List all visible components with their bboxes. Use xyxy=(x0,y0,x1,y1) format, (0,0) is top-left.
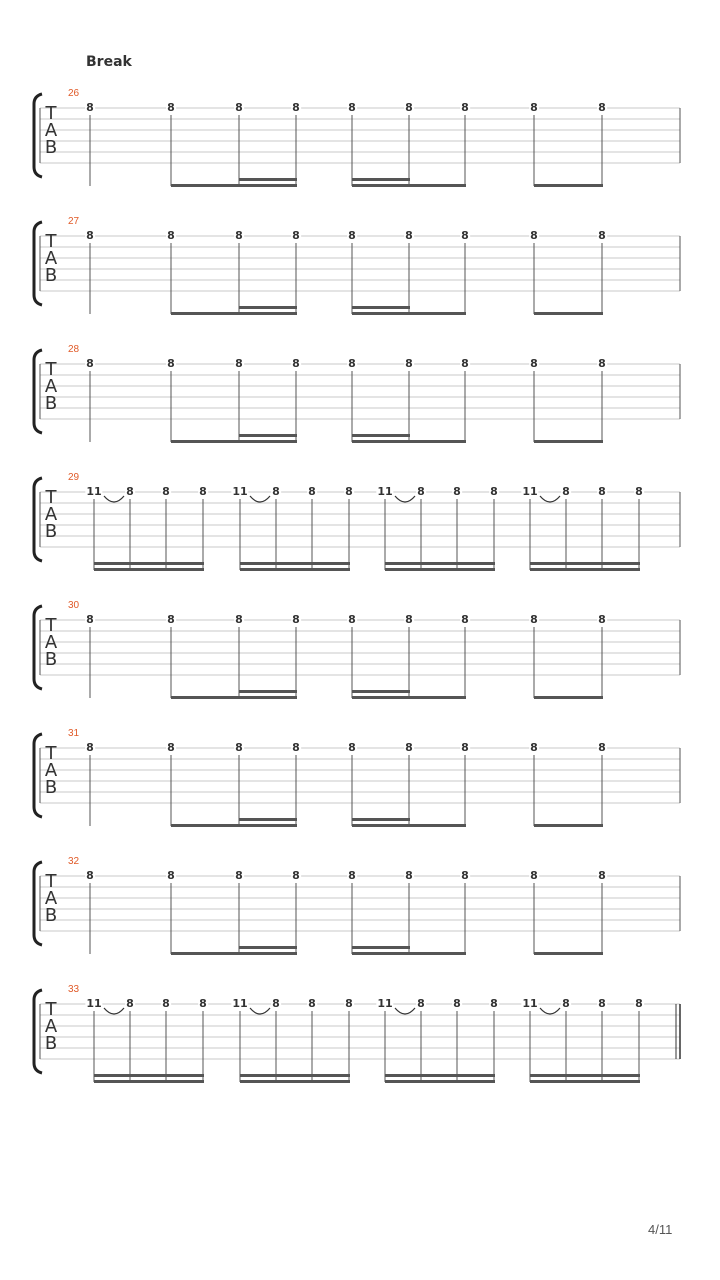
fret-number: 8 xyxy=(167,101,175,114)
fret-number: 8 xyxy=(405,741,413,754)
beam xyxy=(240,568,350,571)
fret-number: 8 xyxy=(292,357,300,370)
fret-number: 8 xyxy=(348,741,356,754)
fret-number: 11 xyxy=(86,485,102,498)
fret-number: 8 xyxy=(461,869,469,882)
measure-number: 28 xyxy=(68,344,80,355)
fret-number: 8 xyxy=(530,869,538,882)
section-title: Break xyxy=(86,54,132,70)
fret-number: 8 xyxy=(235,741,243,754)
fret-number: 8 xyxy=(86,357,94,370)
staff-graphics xyxy=(0,984,720,1112)
fret-number: 8 xyxy=(345,485,353,498)
fret-number: 8 xyxy=(272,485,280,498)
tab-clef-letter: T xyxy=(45,231,57,252)
tie xyxy=(395,496,415,502)
fret-number: 8 xyxy=(199,997,207,1010)
beam xyxy=(171,312,297,315)
fret-number: 8 xyxy=(405,613,413,626)
fret-number: 8 xyxy=(86,613,94,626)
fret-number: 8 xyxy=(490,997,498,1010)
fret-number: 8 xyxy=(86,869,94,882)
beam xyxy=(352,434,410,437)
fret-number: 11 xyxy=(522,485,538,498)
beam xyxy=(530,1074,640,1077)
tab-clef-letter: A xyxy=(44,504,58,525)
beam xyxy=(171,696,297,699)
fret-number: 11 xyxy=(86,997,102,1010)
fret-number: 8 xyxy=(167,229,175,242)
beam xyxy=(530,562,640,565)
beam xyxy=(352,184,466,187)
beam xyxy=(385,562,495,565)
system-bracket xyxy=(34,222,42,305)
fret-number: 8 xyxy=(167,741,175,754)
fret-number: 8 xyxy=(598,869,606,882)
beam xyxy=(239,690,297,693)
fret-number: 8 xyxy=(167,613,175,626)
fret-number: 8 xyxy=(530,101,538,114)
beam xyxy=(239,434,297,437)
fret-number: 8 xyxy=(345,997,353,1010)
tab-clef-letter: A xyxy=(44,248,58,269)
fret-number: 8 xyxy=(453,997,461,1010)
fret-number: 8 xyxy=(635,485,643,498)
beam xyxy=(534,696,603,699)
fret-number: 8 xyxy=(162,485,170,498)
beam xyxy=(171,824,297,827)
tab-clef-letter: B xyxy=(44,649,58,670)
beam xyxy=(534,440,603,443)
fret-number: 11 xyxy=(522,997,538,1010)
beam xyxy=(385,1074,495,1077)
staff-graphics xyxy=(0,344,720,472)
system-bracket xyxy=(34,606,42,689)
fret-number: 8 xyxy=(348,613,356,626)
measure-number: 26 xyxy=(68,88,80,99)
fret-number: 8 xyxy=(126,997,134,1010)
beam xyxy=(530,1080,640,1083)
beam xyxy=(352,178,410,181)
fret-number: 8 xyxy=(86,229,94,242)
staff-graphics xyxy=(0,88,720,216)
staff-graphics xyxy=(0,856,720,984)
beam xyxy=(239,818,297,821)
page-number: 4/11 xyxy=(648,1222,673,1237)
tab-clef-letter: A xyxy=(44,632,58,653)
fret-number: 8 xyxy=(292,741,300,754)
fret-number: 8 xyxy=(562,485,570,498)
fret-number: 8 xyxy=(235,869,243,882)
fret-number: 8 xyxy=(235,613,243,626)
tie xyxy=(540,1008,560,1014)
beam xyxy=(352,306,410,309)
fret-number: 8 xyxy=(417,997,425,1010)
fret-number: 8 xyxy=(292,229,300,242)
measure-number: 30 xyxy=(68,600,80,611)
tab-clef-letter: B xyxy=(44,137,58,158)
measure-number: 31 xyxy=(68,728,80,739)
staff-graphics xyxy=(0,600,720,728)
fret-number: 8 xyxy=(461,613,469,626)
beam xyxy=(534,952,603,955)
tab-clef-letter: T xyxy=(45,359,57,380)
beam xyxy=(352,440,466,443)
tab-system xyxy=(0,472,720,600)
tab-clef-letter: B xyxy=(44,1033,58,1054)
fret-number: 8 xyxy=(490,485,498,498)
tab-clef-letter: B xyxy=(44,521,58,542)
fret-number: 8 xyxy=(405,357,413,370)
fret-number: 8 xyxy=(598,101,606,114)
fret-number: 8 xyxy=(530,229,538,242)
system-bracket xyxy=(34,350,42,433)
fret-number: 11 xyxy=(377,997,393,1010)
fret-number: 8 xyxy=(405,229,413,242)
fret-number: 8 xyxy=(292,101,300,114)
beam xyxy=(94,568,204,571)
fret-number: 8 xyxy=(530,357,538,370)
beam xyxy=(385,568,495,571)
fret-number: 8 xyxy=(598,229,606,242)
fret-number: 8 xyxy=(635,997,643,1010)
fret-number: 8 xyxy=(598,485,606,498)
tab-clef-letter: A xyxy=(44,888,58,909)
fret-number: 8 xyxy=(348,869,356,882)
fret-number: 8 xyxy=(461,229,469,242)
fret-number: 8 xyxy=(598,613,606,626)
fret-number: 8 xyxy=(598,357,606,370)
beam xyxy=(239,178,297,181)
fret-number: 8 xyxy=(598,741,606,754)
tab-system xyxy=(0,88,720,216)
fret-number: 8 xyxy=(348,229,356,242)
fret-number: 11 xyxy=(232,485,248,498)
beam xyxy=(534,312,603,315)
beam xyxy=(352,312,466,315)
beam xyxy=(240,1080,350,1083)
beam xyxy=(530,568,640,571)
fret-number: 8 xyxy=(167,357,175,370)
fret-number: 8 xyxy=(292,613,300,626)
tab-clef-letter: A xyxy=(44,1016,58,1037)
fret-number: 8 xyxy=(453,485,461,498)
fret-number: 8 xyxy=(292,869,300,882)
tie xyxy=(540,496,560,502)
fret-number: 8 xyxy=(235,101,243,114)
tab-system xyxy=(0,856,720,984)
fret-number: 8 xyxy=(405,869,413,882)
beam xyxy=(352,696,466,699)
fret-number: 8 xyxy=(308,485,316,498)
fret-number: 8 xyxy=(417,485,425,498)
tie xyxy=(250,1008,270,1014)
tie xyxy=(395,1008,415,1014)
beam xyxy=(171,440,297,443)
tab-system xyxy=(0,344,720,472)
beam xyxy=(240,1074,350,1077)
measure-number: 29 xyxy=(68,472,80,483)
beam xyxy=(240,562,350,565)
beam xyxy=(352,946,410,949)
beam xyxy=(385,1080,495,1083)
beam xyxy=(94,1074,204,1077)
tab-system xyxy=(0,600,720,728)
fret-number: 8 xyxy=(272,997,280,1010)
beam xyxy=(239,946,297,949)
beam xyxy=(534,824,603,827)
tab-system xyxy=(0,216,720,344)
tab-clef-letter: B xyxy=(44,265,58,286)
fret-number: 8 xyxy=(348,101,356,114)
beam xyxy=(171,184,297,187)
fret-number: 8 xyxy=(461,741,469,754)
tie xyxy=(250,496,270,502)
tab-clef-letter: B xyxy=(44,905,58,926)
tab-clef-letter: B xyxy=(44,393,58,414)
beam xyxy=(171,952,297,955)
fret-number: 8 xyxy=(598,997,606,1010)
measure-number: 27 xyxy=(68,216,80,227)
fret-number: 8 xyxy=(405,101,413,114)
tab-clef-letter: T xyxy=(45,615,57,636)
fret-number: 8 xyxy=(167,869,175,882)
measure-number: 33 xyxy=(68,984,80,995)
tab-clef-letter: T xyxy=(45,103,57,124)
fret-number: 11 xyxy=(377,485,393,498)
tab-clef-letter: T xyxy=(45,487,57,508)
beam xyxy=(352,818,410,821)
fret-number: 8 xyxy=(530,741,538,754)
staff-graphics xyxy=(0,216,720,344)
beam xyxy=(239,306,297,309)
fret-number: 8 xyxy=(199,485,207,498)
system-bracket xyxy=(34,862,42,945)
fret-number: 8 xyxy=(126,485,134,498)
tab-system xyxy=(0,984,720,1112)
tab-clef-letter: A xyxy=(44,376,58,397)
fret-number: 8 xyxy=(162,997,170,1010)
staff-graphics xyxy=(0,472,720,600)
beam xyxy=(534,184,603,187)
fret-number: 8 xyxy=(235,357,243,370)
system-bracket xyxy=(34,478,42,561)
fret-number: 8 xyxy=(86,741,94,754)
system-bracket xyxy=(34,734,42,817)
tab-clef-letter: T xyxy=(45,871,57,892)
tab-clef-letter: T xyxy=(45,743,57,764)
fret-number: 8 xyxy=(530,613,538,626)
tab-clef-letter: B xyxy=(44,777,58,798)
system-bracket xyxy=(34,990,42,1073)
measure-number: 32 xyxy=(68,856,80,867)
tie xyxy=(104,496,124,502)
fret-number: 8 xyxy=(461,101,469,114)
staff-graphics xyxy=(0,728,720,856)
fret-number: 8 xyxy=(235,229,243,242)
tab-clef-letter: T xyxy=(45,999,57,1020)
tie xyxy=(104,1008,124,1014)
system-bracket xyxy=(34,94,42,177)
fret-number: 8 xyxy=(461,357,469,370)
fret-number: 11 xyxy=(232,997,248,1010)
tab-system xyxy=(0,728,720,856)
tab-clef-letter: A xyxy=(44,120,58,141)
beam xyxy=(352,952,466,955)
fret-number: 8 xyxy=(308,997,316,1010)
fret-number: 8 xyxy=(562,997,570,1010)
fret-number: 8 xyxy=(348,357,356,370)
tab-clef-letter: A xyxy=(44,760,58,781)
beam xyxy=(352,824,466,827)
fret-number: 8 xyxy=(86,101,94,114)
beam xyxy=(94,562,204,565)
beam xyxy=(94,1080,204,1083)
beam xyxy=(352,690,410,693)
